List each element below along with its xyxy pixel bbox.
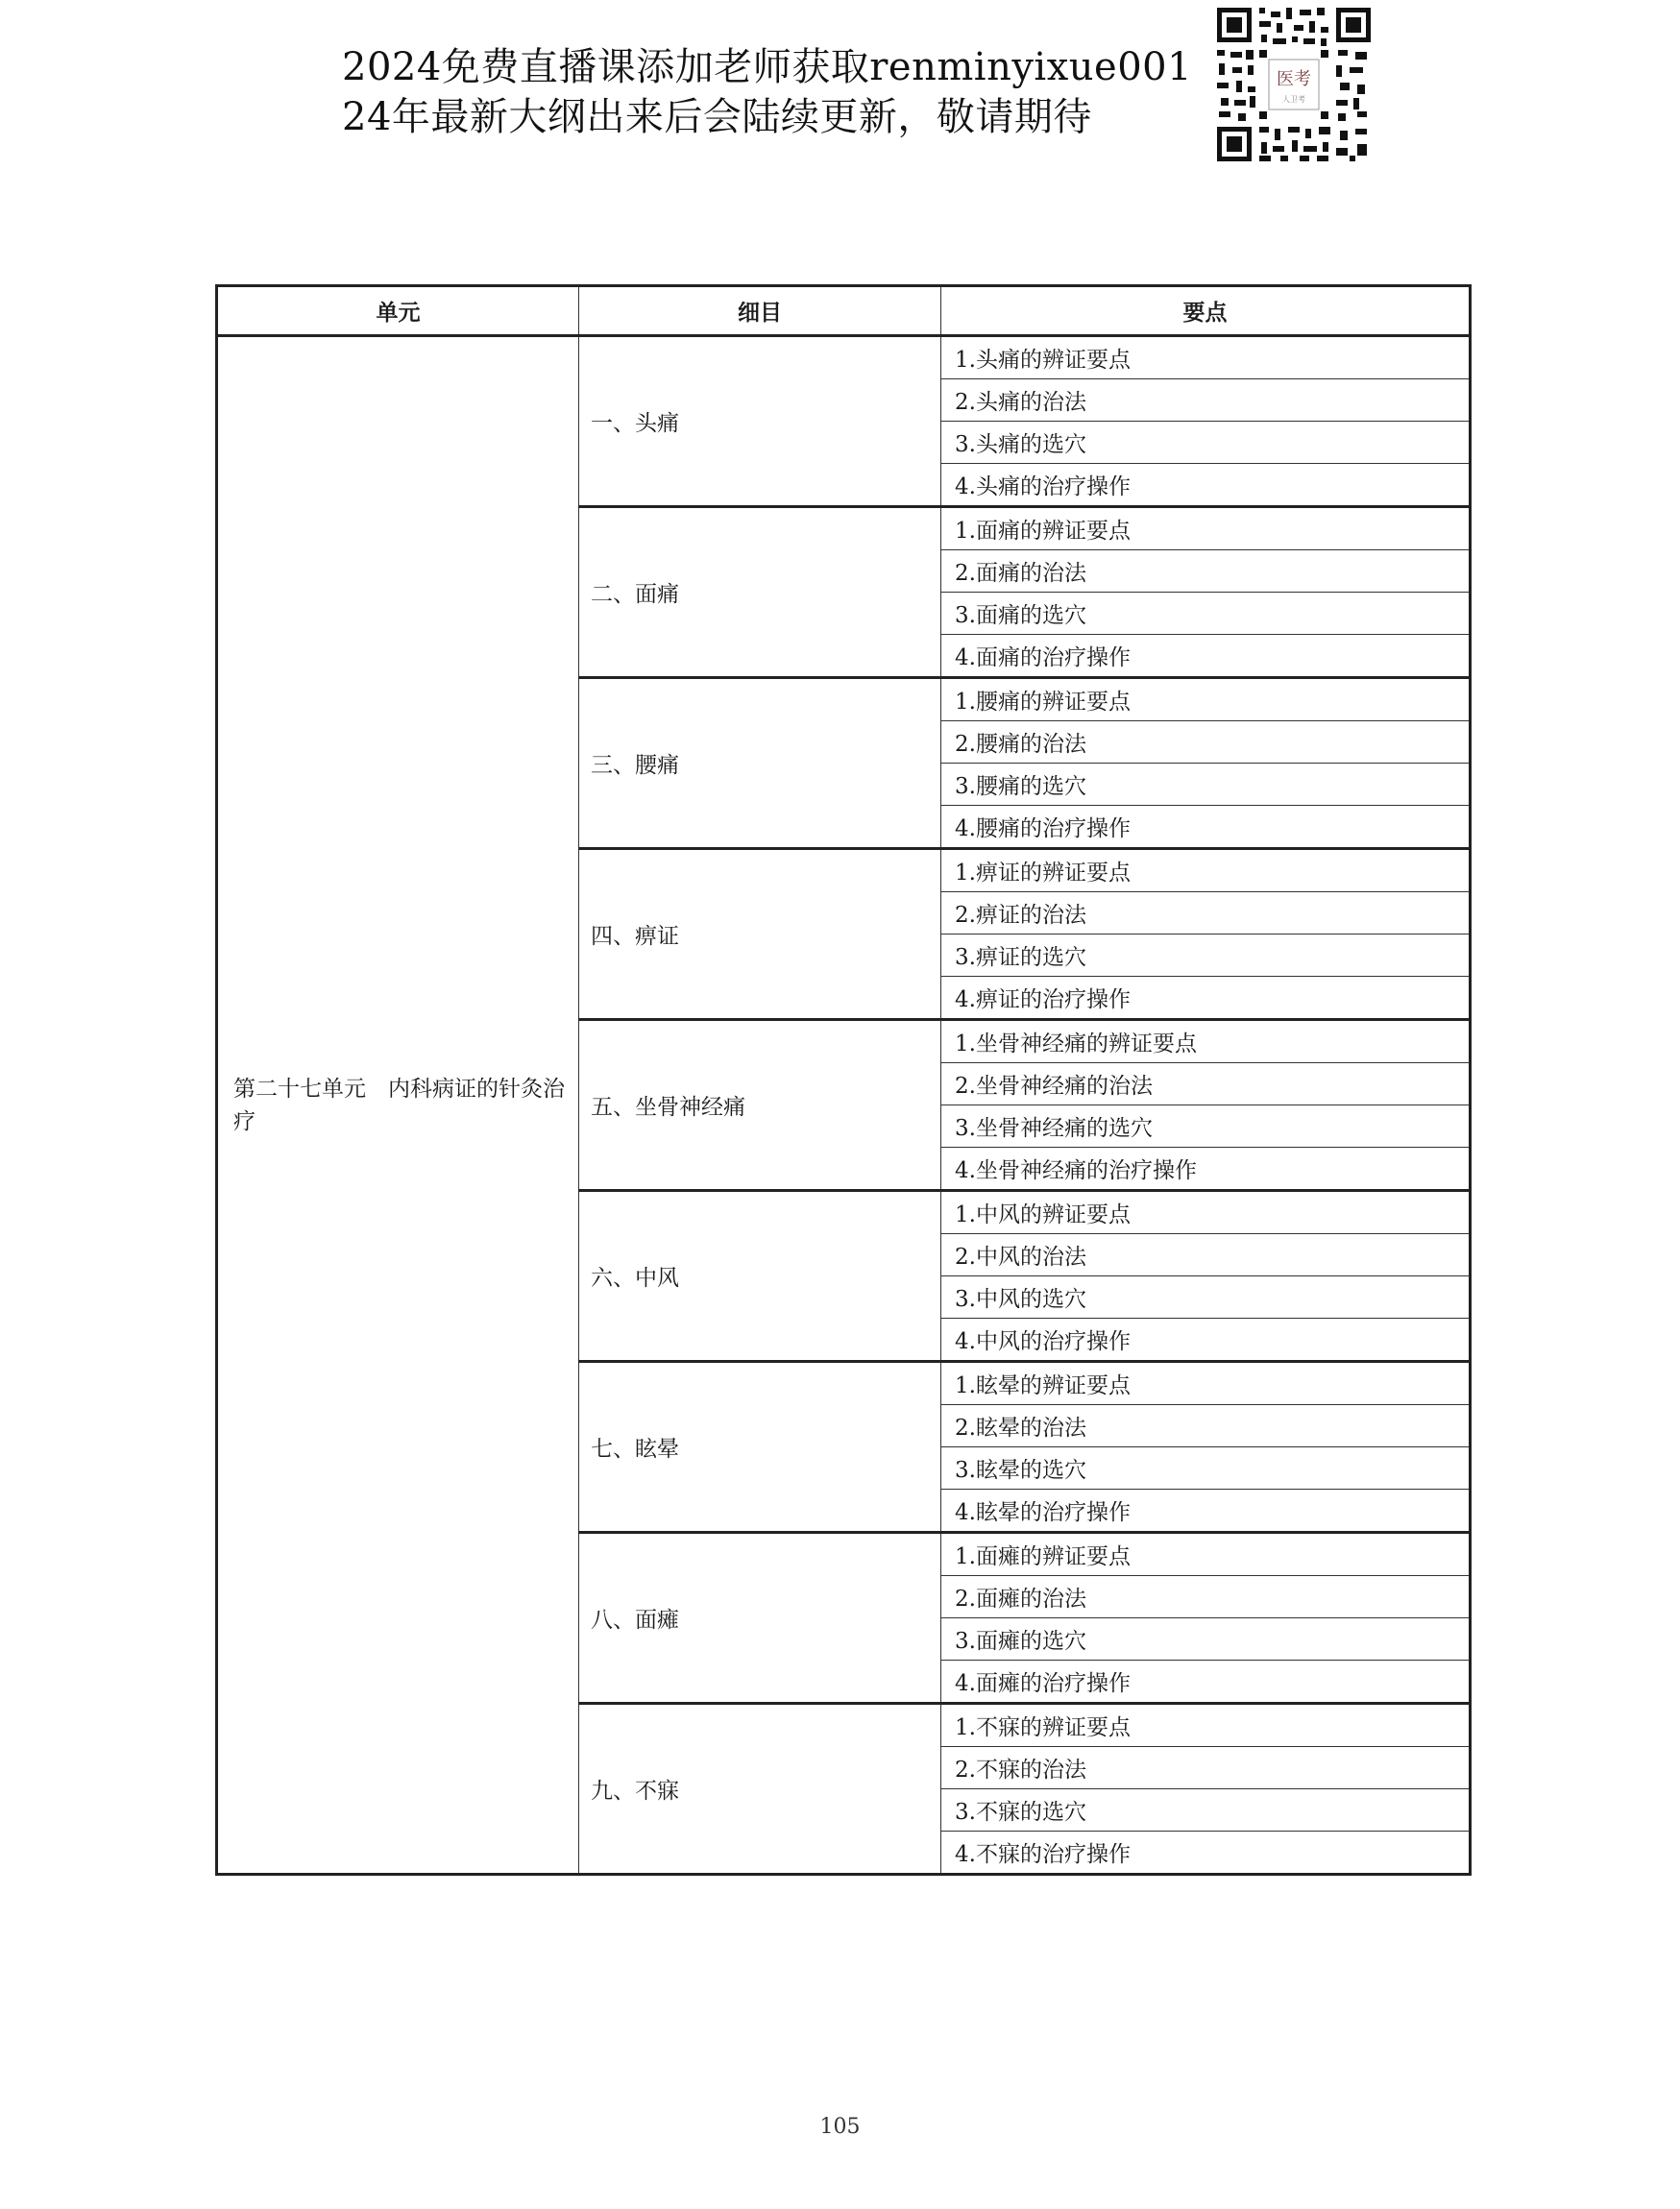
item-cell: 七、眩晕 <box>579 1362 941 1533</box>
unit-cell: 第二十七单元 内科病证的针灸治疗 <box>217 336 579 1875</box>
point-cell: 1.中风的辨证要点 <box>941 1191 1471 1234</box>
qr-code-icon <box>1213 4 1375 165</box>
point-cell: 3.坐骨神经痛的选穴 <box>941 1105 1471 1148</box>
point-cell: 2.面瘫的治法 <box>941 1576 1471 1618</box>
point-cell: 4.头痛的治疗操作 <box>941 464 1471 507</box>
page-number: 105 <box>819 2115 861 2139</box>
item-cell: 六、中风 <box>579 1191 941 1362</box>
column-header-points: 要点 <box>941 286 1471 336</box>
point-cell: 1.不寐的辨证要点 <box>941 1704 1471 1747</box>
point-cell: 3.头痛的选穴 <box>941 422 1471 464</box>
item-cell: 一、头痛 <box>579 336 941 507</box>
item-cell: 五、坐骨神经痛 <box>579 1020 941 1191</box>
point-cell: 3.不寐的选穴 <box>941 1789 1471 1832</box>
point-cell: 1.腰痛的辨证要点 <box>941 678 1471 721</box>
column-header-unit: 单元 <box>217 286 579 336</box>
point-cell: 2.腰痛的治法 <box>941 721 1471 764</box>
item-cell: 四、痹证 <box>579 849 941 1020</box>
column-header-item: 细目 <box>579 286 941 336</box>
point-cell: 1.坐骨神经痛的辨证要点 <box>941 1020 1471 1063</box>
point-cell: 1.面瘫的辨证要点 <box>941 1533 1471 1576</box>
point-cell: 2.坐骨神经痛的治法 <box>941 1063 1471 1105</box>
point-cell: 4.面痛的治疗操作 <box>941 635 1471 678</box>
point-cell: 4.腰痛的治疗操作 <box>941 806 1471 849</box>
point-cell: 3.痹证的选穴 <box>941 935 1471 977</box>
point-cell: 4.眩晕的治疗操作 <box>941 1490 1471 1533</box>
point-cell: 3.中风的选穴 <box>941 1276 1471 1319</box>
point-cell: 2.头痛的治法 <box>941 379 1471 422</box>
header-line-1: 2024免费直播课添加老师获取renminyixue001 <box>342 45 1193 89</box>
point-cell: 3.面痛的选穴 <box>941 593 1471 635</box>
page-header <box>342 42 1206 142</box>
item-cell: 九、不寐 <box>579 1704 941 1875</box>
point-cell: 2.面痛的治法 <box>941 550 1471 593</box>
point-cell: 4.中风的治疗操作 <box>941 1319 1471 1362</box>
point-cell: 3.腰痛的选穴 <box>941 764 1471 806</box>
table-body <box>217 336 1471 1875</box>
table-row <box>217 336 1471 379</box>
point-cell: 2.不寐的治法 <box>941 1747 1471 1789</box>
qr-logo-subtext: 人卫考 <box>1282 95 1305 104</box>
point-cell: 2.眩晕的治法 <box>941 1405 1471 1447</box>
point-cell: 1.痹证的辨证要点 <box>941 849 1471 892</box>
point-cell: 1.面痛的辨证要点 <box>941 507 1471 550</box>
table-header-row <box>217 286 1471 336</box>
item-cell: 三、腰痛 <box>579 678 941 849</box>
point-cell: 4.坐骨神经痛的治疗操作 <box>941 1148 1471 1191</box>
point-cell: 4.不寐的治疗操作 <box>941 1832 1471 1875</box>
point-cell: 2.痹证的治法 <box>941 892 1471 935</box>
point-cell: 3.面瘫的选穴 <box>941 1618 1471 1661</box>
syllabus-table <box>215 284 1472 1876</box>
item-cell: 八、面瘫 <box>579 1533 941 1704</box>
point-cell: 2.中风的治法 <box>941 1234 1471 1276</box>
item-cell: 二、面痛 <box>579 507 941 678</box>
point-cell: 4.痹证的治疗操作 <box>941 977 1471 1020</box>
header-line-2: 24年最新大纲出来后会陆续更新，敬请期待 <box>342 95 1092 139</box>
qr-logo-text: 医考 <box>1277 69 1311 89</box>
point-cell: 4.面瘫的治疗操作 <box>941 1661 1471 1704</box>
point-cell: 1.眩晕的辨证要点 <box>941 1362 1471 1405</box>
point-cell: 1.头痛的辨证要点 <box>941 336 1471 379</box>
point-cell: 3.眩晕的选穴 <box>941 1447 1471 1490</box>
